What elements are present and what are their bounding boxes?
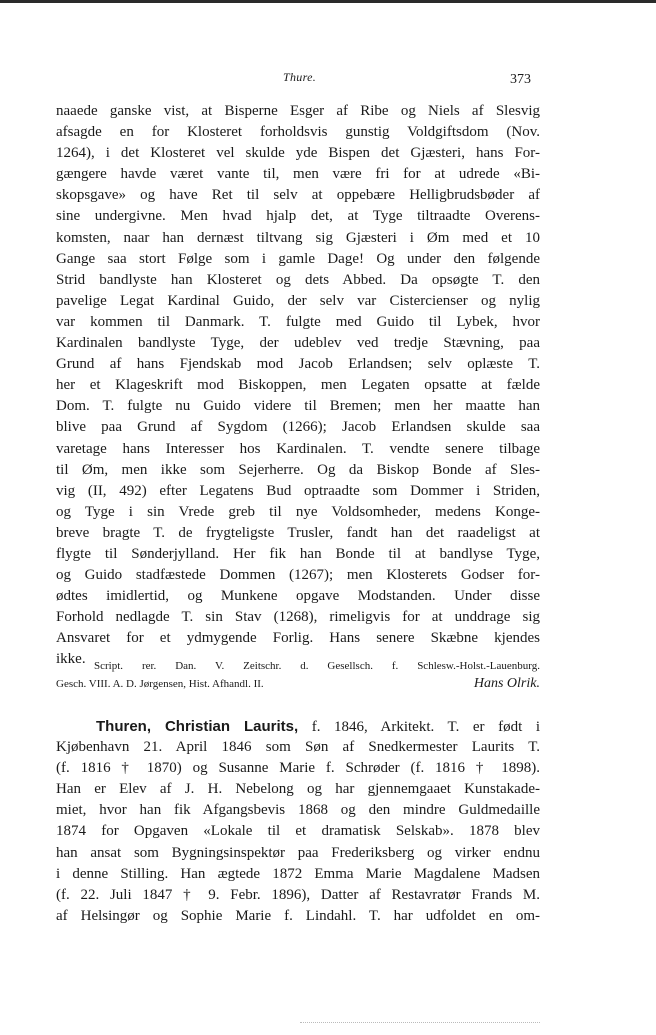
text-line: (f. 22. Juli 1847 † 9. Febr. 1896), Datter af Restavratør Frands M.	[56, 886, 540, 903]
text-line: flygte til Sønderjylland. Her fik han Bonde til at bandlyse Tyge,	[56, 545, 540, 562]
text-line: sine undergivne. Men hvad hjalp det, at Tyge tiltraadte Overens-	[56, 208, 540, 225]
text-line: skopsgave» og have Ret til selv at oppebære Helligbrudsbøder af	[56, 187, 540, 204]
entry-first-line-text: f. 1846, Arkitekt. T. er født i	[298, 719, 540, 735]
text-line: var kommen til Danmark. T. fulgte med Guido til Lybek, hvor	[56, 313, 540, 330]
text-line: og Tyge i sin Vrede greb til nye Voldsomheder, medens Konge-	[56, 503, 540, 520]
sources-line: Gesch. VIII. A. D. Jørgensen, Hist. Afhandl. II.	[56, 678, 264, 690]
running-title: Thure.	[283, 70, 317, 84]
text-line: Forhold nedlagde T. sin Stav (1268), rimeligvis for at unddrage sig	[56, 609, 540, 626]
sources-line-with-author	[56, 675, 540, 693]
entry-thuren	[56, 716, 540, 927]
text-line: Strid bandlyste han Klosteret og dets Abbed. Da opsøgte T. den	[56, 271, 540, 288]
text-line: Ansvaret for et ydmygende Forlig. Hans senere Skæbne kjendes	[56, 630, 540, 647]
text-line: og Guido stadfæstede Dommen (1267); men Klosterets Godser for-	[56, 567, 540, 584]
sources-block	[56, 657, 540, 693]
text-line: han ansat som Bygningsinspektør paa Frederiksberg og virker endnu	[56, 844, 540, 861]
text-line: (f. 1816 † 1870) og Susanne Marie f. Schrøder (f. 1816 † 1898).	[56, 760, 540, 777]
author-signature: Hans Olrik.	[473, 676, 540, 691]
text-line: Gange saa stort Følge som i gamle Dage! Og under den følgende	[56, 250, 540, 267]
running-header	[0, 70, 656, 92]
text-line: breve bragte T. de frygteligste Trusler, fandt han det raadeligst at	[56, 524, 540, 541]
text-line: naaede ganske vist, at Bisperne Esger af Ribe og Niels af Slesvig	[56, 103, 540, 119]
text-line: af Helsingør og Sophie Marie f. Lindahl. T. har udfoldet en om-	[56, 907, 540, 924]
text-line: miet, hvor han fik Afgangsbevis 1868 og den mindre Guldmedaille	[56, 802, 540, 819]
entry-thure-continuation	[56, 101, 540, 671]
entry-first-line	[56, 716, 540, 737]
bottom-scan-artifact	[300, 1022, 540, 1024]
text-line: 1874 for Opgaven «Lokale til et dramatisk Selskab». 1878 blev	[56, 823, 540, 840]
text-line: afsagde en for Klosteret forholdsvis gunstig Voldgiftsdom (Nov.	[56, 124, 540, 141]
top-border-rule	[0, 0, 656, 3]
text-line: Kjøbenhavn 21. April 1846 som Søn af Snedkermester Laurits T.	[56, 739, 540, 756]
text-line: Grund af hans Fjendskab mod Jacob Erlandsen; selv oplæste T.	[56, 356, 540, 373]
text-line: i denne Stilling. Han ægtede 1872 Emma Marie Magdalene Madsen	[56, 865, 540, 882]
sources-line: Script. rer. Dan. V. Zeitschr. d. Gesellsch. f. Schlesw.-Holst.-Lauenburg.	[94, 660, 540, 672]
text-line: komsten, naar han dernæst tiltvang sig Gjæsteri i Øm med et 10	[56, 229, 540, 246]
headword: Thuren, Christian Laurits,	[96, 718, 299, 735]
page-number: 373	[510, 72, 531, 87]
text-line: gængere havde været vante til, men være fri for at udrede «Bi-	[56, 166, 540, 183]
text-line: pavelige Legat Kardinal Guido, der selv var Cistercienser og nylig	[56, 292, 540, 309]
text-line: vig (II, 492) efter Legatens Bud optraadte som Dommer i Striden,	[56, 482, 540, 499]
text-line: Dom. T. fulgte nu Guido videre til Bremen; men her maatte han	[56, 398, 540, 415]
text-line: 1264), i det Klosteret vel skulde yde Bispen det Gjæsteri, hans For-	[56, 145, 540, 162]
text-line: Han er Elev af J. H. Nebelong og har gjennemgaaet Kunstakade-	[56, 781, 540, 798]
text-line: her et Klageskrift mod Biskoppen, men Legaten opsatte at fælde	[56, 377, 540, 394]
text-line: blive paa Grund af Sygdom (1266); Jacob Erlandsen skulde saa	[56, 419, 540, 436]
text-line: til Øm, men ikke som Sejerherre. Og da Biskop Bonde af Sles-	[56, 461, 540, 478]
text-line: ødtes imidlertid, og Munkene opgave Modstanden. Under disse	[56, 588, 540, 605]
text-line: varetage hans Interesser hos Kardinalen. T. vendte senere tilbage	[56, 440, 540, 457]
text-line: ikke.	[56, 651, 86, 668]
text-line: Kardinalen bandlyste Tyge, der udeblev ved tredje Stævning, paa	[56, 335, 540, 352]
